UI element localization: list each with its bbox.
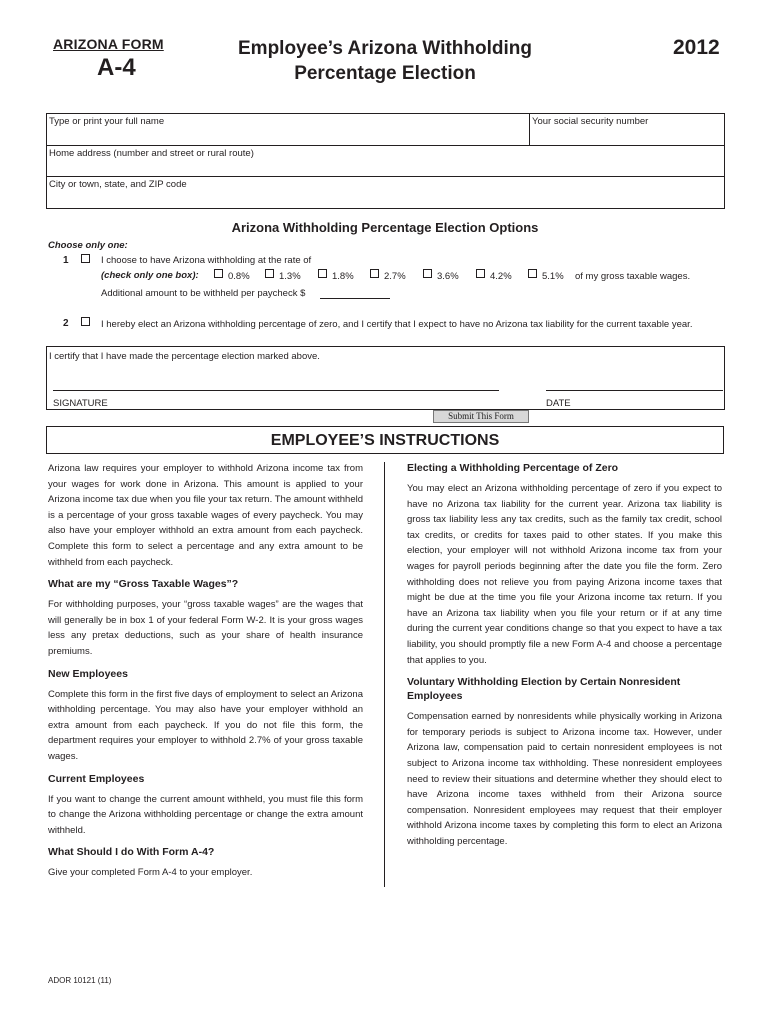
new-employees-paragraph: Complete this form in the first five days of employment to select an Arizona withholding percentage. You may also have your employer withhold an extra amount from each paycheck. If you do not file this form, the department requires your employer to withhold 2.7% of your gross taxable wages. — [48, 688, 363, 762]
city-field[interactable] — [47, 176, 724, 209]
form-year: 2012 — [673, 36, 720, 59]
zero-withholding-paragraph: You may elect an Arizona withholding percentage of zero if you expect to have no Arizona tax liability for the current year. Arizona tax liability is gross tax liability less any tax credits, such as the family tax credit, school tax credits, or credits for taxes paid to other states. If you make this election, your employer will not withhold Arizona income tax from your wages for payroll periods beginning after the date you file the form. Zero withholding does not relieve you from paying Arizona income taxes that might be due at the time you file your Arizona income tax return. If you have an Arizona tax liability when you file your return or if at any time during the current year conditions change so that you expect to have a tax liability, you should promptly file a new Form A-4 and choose a percentage that applies to you. — [407, 483, 722, 666]
rate-2-7-label: 2.7% — [384, 271, 406, 282]
rate-5-1-label: 5.1% — [542, 271, 564, 282]
option-2-number: 2 — [63, 318, 69, 329]
rate-1-8-checkbox[interactable] — [318, 269, 327, 278]
option-1-number: 1 — [63, 255, 69, 266]
option-1-checkbox[interactable] — [81, 254, 90, 263]
rate-4-2-label: 4.2% — [490, 271, 512, 282]
home-address-label: Home address (number and street or rural route) — [49, 148, 254, 159]
date-line[interactable] — [546, 390, 723, 391]
voluntary-withholding-paragraph: Compensation earned by nonresidents while physically working in Arizona for temporary periods is subject to Arizona income tax. However, under Arizona law, compensation paid to certain nonresident employees is not subject to Arizona income tax withholding. These nonresident employees need to review their situations and determine whether they should elect to have Arizona income taxes withheld from their Arizona source compensation. Nonresident employees may request that their employer withhold Arizona income taxes by completing this form to elect an Arizona withholding percentage. — [407, 711, 722, 847]
rate-4-2-checkbox[interactable] — [476, 269, 485, 278]
option-1-text: I choose to have Arizona withholding at the rate of — [101, 255, 312, 266]
form-number: A-4 — [97, 54, 136, 81]
check-only-one-label: (check only one box): — [101, 270, 199, 281]
city-label: City or town, state, and ZIP code — [49, 179, 187, 190]
rate-0-8-checkbox[interactable] — [214, 269, 223, 278]
submit-button[interactable]: Submit This Form — [433, 410, 529, 423]
rates-suffix: of my gross taxable wages. — [575, 271, 691, 282]
gross-wages-paragraph: For withholding purposes, your “gross taxable wages” are the wages that will generally be in box 1 of your federal Form W-2. It is your gross wages less any pretax deductions, such as your share of health insurance premiums. — [48, 599, 363, 657]
zero-withholding-heading: Electing a Withholding Percentage of Zero — [407, 462, 619, 474]
page-title — [200, 36, 570, 86]
option-2-checkbox[interactable] — [81, 317, 90, 326]
signature-label: SIGNATURE — [53, 398, 108, 409]
home-address-field[interactable] — [47, 145, 724, 177]
certify-text: I certify that I have made the percentage election marked above. — [49, 351, 320, 362]
option-2-text: I hereby elect an Arizona withholding percentage of zero, and I certify that I expect to have no Arizona tax liability for the current taxable year. — [101, 319, 693, 330]
rate-3-6-label: 3.6% — [437, 271, 459, 282]
ssn-label: Your social security number — [532, 116, 649, 127]
title-line-1: Employee’s Arizona Withholding — [238, 38, 532, 59]
rate-1-3-checkbox[interactable] — [265, 269, 274, 278]
rate-1-8-label: 1.8% — [332, 271, 354, 282]
form-label: ARIZONA FORM — [53, 36, 164, 52]
column-divider — [384, 462, 385, 887]
rate-0-8-label: 0.8% — [228, 271, 250, 282]
what-to-do-paragraph: Give your completed Form A-4 to your employer. — [48, 867, 253, 879]
instructions-right-column — [407, 461, 722, 849]
rate-5-1-checkbox[interactable] — [528, 269, 537, 278]
full-name-field[interactable] — [47, 114, 530, 145]
date-label: DATE — [546, 398, 571, 409]
intro-paragraph: Arizona law requires your employer to withhold Arizona income tax from your wages for work done in Arizona. This amount is applied to your Arizona income tax due when you file your tax return. The amount withheld is a percentage of your gross taxable wages of every paycheck. You may also have your employer withhold an extra amount from each paycheck. Complete this form to select a percentage and any extra amount to be withheld from each paycheck. — [48, 463, 363, 568]
additional-amount-input[interactable] — [320, 298, 390, 299]
signature-line[interactable] — [53, 390, 499, 391]
rate-3-6-checkbox[interactable] — [423, 269, 432, 278]
form-code: ADOR 10121 (11) — [48, 976, 112, 985]
personal-info-box — [46, 113, 725, 209]
voluntary-withholding-heading: Voluntary Withholding Election by Certain Nonresident Employees — [407, 676, 681, 703]
new-employees-heading: New Employees — [48, 667, 128, 680]
instructions-title: EMPLOYEE’S INSTRUCTIONS — [46, 426, 724, 454]
title-line-2: Percentage Election — [294, 63, 476, 84]
ssn-field[interactable] — [530, 114, 724, 145]
full-name-label: Type or print your full name — [49, 116, 165, 127]
rate-2-7-checkbox[interactable] — [370, 269, 379, 278]
additional-amount-label: Additional amount to be withheld per paycheck $ — [101, 288, 306, 299]
current-employees-heading: Current Employees — [48, 772, 145, 785]
what-to-do-heading: What Should I do With Form A-4? — [48, 846, 215, 859]
choose-only-one-label: Choose only one: — [48, 240, 128, 251]
rate-1-3-label: 1.3% — [279, 271, 301, 282]
current-employees-paragraph: If you want to change the current amount withheld, you must file this form to change the Arizona withholding percentage or change the extra amount withheld. — [48, 793, 363, 836]
options-section-title: Arizona Withholding Percentage Election Options — [231, 220, 539, 235]
instructions-left-column — [48, 461, 363, 881]
certification-box — [46, 346, 725, 410]
gross-wages-heading: What are my “Gross Taxable Wages”? — [48, 578, 239, 591]
